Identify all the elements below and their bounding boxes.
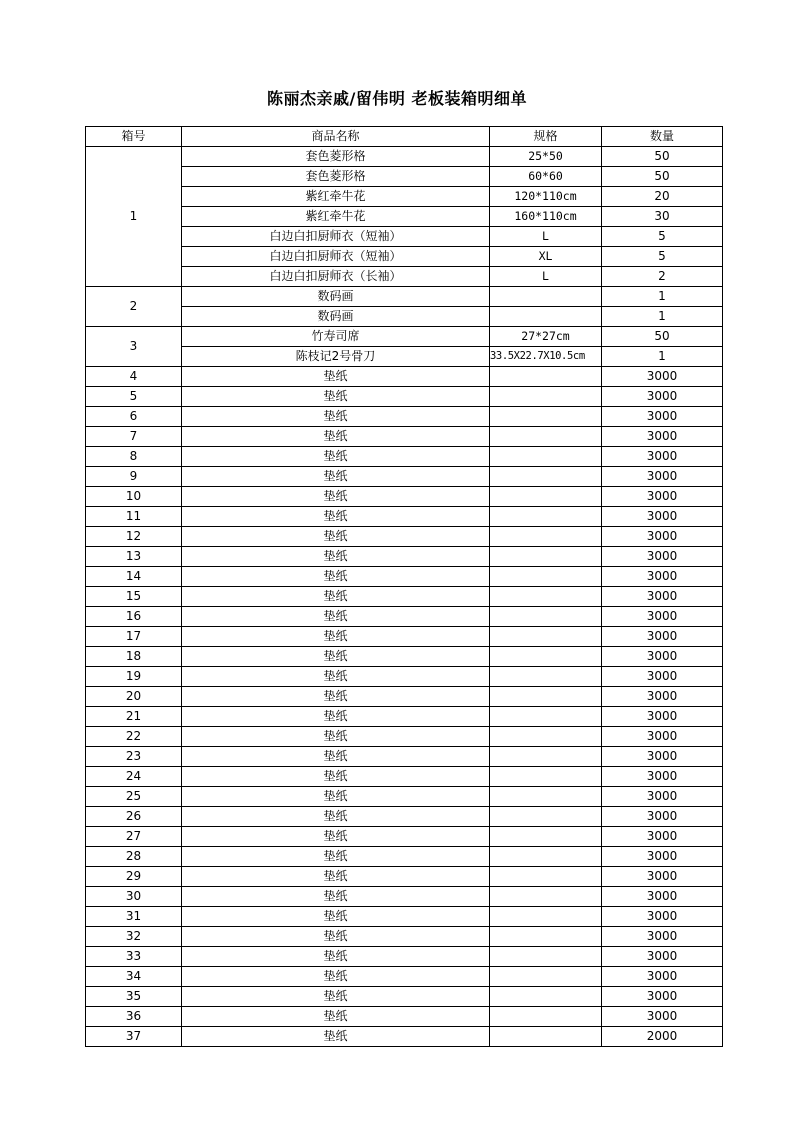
- box-number-cell: 17: [86, 627, 182, 647]
- spec-cell: [490, 447, 602, 467]
- product-name-cell: 数码画: [182, 287, 490, 307]
- table-row: [86, 587, 723, 607]
- table-row: [86, 347, 723, 367]
- product-name-cell: 套色菱形格: [182, 147, 490, 167]
- quantity-cell: 3000: [602, 747, 723, 767]
- spec-cell: 25*50: [490, 147, 602, 167]
- table-row: [86, 667, 723, 687]
- spec-cell: 27*27cm: [490, 327, 602, 347]
- box-number-cell: 10: [86, 487, 182, 507]
- box-number-cell: 2: [86, 287, 182, 327]
- table-row: [86, 967, 723, 987]
- table-row: [86, 707, 723, 727]
- quantity-cell: 3000: [602, 647, 723, 667]
- product-name-cell: 白边白扣厨师衣（短袖）: [182, 227, 490, 247]
- spec-cell: [490, 1007, 602, 1027]
- quantity-cell: 3000: [602, 567, 723, 587]
- quantity-cell: 50: [602, 147, 723, 167]
- table-row: [86, 527, 723, 547]
- product-name-cell: 垫纸: [182, 787, 490, 807]
- box-number-cell: 4: [86, 367, 182, 387]
- table-row: [86, 867, 723, 887]
- box-number-cell: 5: [86, 387, 182, 407]
- product-name-cell: 竹寿司席: [182, 327, 490, 347]
- spec-cell: [490, 627, 602, 647]
- quantity-cell: 3000: [602, 387, 723, 407]
- box-number-cell: 28: [86, 847, 182, 867]
- product-name-cell: 垫纸: [182, 367, 490, 387]
- spec-cell: [490, 887, 602, 907]
- product-name-cell: 垫纸: [182, 707, 490, 727]
- quantity-cell: 3000: [602, 527, 723, 547]
- product-name-cell: 垫纸: [182, 847, 490, 867]
- spec-cell: [490, 847, 602, 867]
- spec-cell: 33.5X22.7X10.5cm: [490, 347, 602, 367]
- table-row: [86, 767, 723, 787]
- quantity-cell: 3000: [602, 467, 723, 487]
- box-number-cell: 37: [86, 1027, 182, 1047]
- box-number-cell: 21: [86, 707, 182, 727]
- table-row: [86, 547, 723, 567]
- table-row: [86, 387, 723, 407]
- spec-cell: [490, 867, 602, 887]
- product-name-cell: 垫纸: [182, 387, 490, 407]
- product-name-cell: 数码画: [182, 307, 490, 327]
- quantity-cell: 2: [602, 267, 723, 287]
- spec-cell: [490, 547, 602, 567]
- spec-cell: XL: [490, 247, 602, 267]
- table-row: [86, 427, 723, 447]
- product-name-cell: 垫纸: [182, 1027, 490, 1047]
- box-number-cell: 35: [86, 987, 182, 1007]
- table-row: [86, 607, 723, 627]
- table-row: [86, 287, 723, 307]
- table-row: [86, 1007, 723, 1027]
- table-row: [86, 147, 723, 167]
- box-number-cell: 7: [86, 427, 182, 447]
- product-name-cell: 垫纸: [182, 767, 490, 787]
- box-number-cell: 3: [86, 327, 182, 367]
- table-row: [86, 247, 723, 267]
- quantity-cell: 3000: [602, 947, 723, 967]
- packing-list-table: [85, 126, 723, 1047]
- spec-cell: [490, 927, 602, 947]
- table-row: [86, 647, 723, 667]
- product-name-cell: 套色菱形格: [182, 167, 490, 187]
- spec-cell: [490, 507, 602, 527]
- product-name-cell: 垫纸: [182, 907, 490, 927]
- table-row: [86, 887, 723, 907]
- table-row: [86, 687, 723, 707]
- spec-cell: [490, 947, 602, 967]
- spec-cell: [490, 587, 602, 607]
- header-quantity: 数量: [602, 127, 723, 147]
- quantity-cell: 3000: [602, 1007, 723, 1027]
- quantity-cell: 3000: [602, 967, 723, 987]
- box-number-cell: 32: [86, 927, 182, 947]
- box-number-cell: 16: [86, 607, 182, 627]
- table-row: [86, 747, 723, 767]
- product-name-cell: 垫纸: [182, 1007, 490, 1027]
- quantity-cell: 3000: [602, 407, 723, 427]
- box-number-cell: 22: [86, 727, 182, 747]
- spec-cell: [490, 827, 602, 847]
- spec-cell: [490, 787, 602, 807]
- table-row: [86, 367, 723, 387]
- box-number-cell: 34: [86, 967, 182, 987]
- product-name-cell: 紫红牵牛花: [182, 207, 490, 227]
- box-number-cell: 31: [86, 907, 182, 927]
- box-number-cell: 1: [86, 147, 182, 287]
- spec-cell: [490, 527, 602, 547]
- box-number-cell: 33: [86, 947, 182, 967]
- product-name-cell: 垫纸: [182, 807, 490, 827]
- spec-cell: [490, 687, 602, 707]
- spec-cell: [490, 747, 602, 767]
- table-row: [86, 507, 723, 527]
- quantity-cell: 3000: [602, 827, 723, 847]
- spec-cell: [490, 387, 602, 407]
- table-row: [86, 227, 723, 247]
- table-row: [86, 307, 723, 327]
- spec-cell: [490, 667, 602, 687]
- table-row: [86, 927, 723, 947]
- quantity-cell: 3000: [602, 687, 723, 707]
- quantity-cell: 3000: [602, 767, 723, 787]
- quantity-cell: 3000: [602, 667, 723, 687]
- quantity-cell: 5: [602, 227, 723, 247]
- quantity-cell: 3000: [602, 627, 723, 647]
- quantity-cell: 1: [602, 347, 723, 367]
- table-row: [86, 807, 723, 827]
- quantity-cell: 3000: [602, 367, 723, 387]
- product-name-cell: 白边白扣厨师衣（短袖）: [182, 247, 490, 267]
- product-name-cell: 垫纸: [182, 447, 490, 467]
- product-name-cell: 垫纸: [182, 567, 490, 587]
- spec-cell: L: [490, 267, 602, 287]
- spec-cell: [490, 647, 602, 667]
- table-row: [86, 1027, 723, 1047]
- spec-cell: [490, 367, 602, 387]
- table-row: [86, 267, 723, 287]
- spec-cell: 160*110cm: [490, 207, 602, 227]
- box-number-cell: 13: [86, 547, 182, 567]
- product-name-cell: 垫纸: [182, 527, 490, 547]
- header-product-name: 商品名称: [182, 127, 490, 147]
- box-number-cell: 27: [86, 827, 182, 847]
- spec-cell: L: [490, 227, 602, 247]
- box-number-cell: 36: [86, 1007, 182, 1027]
- quantity-cell: 1: [602, 307, 723, 327]
- box-number-cell: 26: [86, 807, 182, 827]
- box-number-cell: 8: [86, 447, 182, 467]
- product-name-cell: 垫纸: [182, 687, 490, 707]
- product-name-cell: 垫纸: [182, 587, 490, 607]
- product-name-cell: 垫纸: [182, 427, 490, 447]
- box-number-cell: 15: [86, 587, 182, 607]
- product-name-cell: 白边白扣厨师衣（长袖）: [182, 267, 490, 287]
- product-name-cell: 垫纸: [182, 727, 490, 747]
- quantity-cell: 30: [602, 207, 723, 227]
- table-row: [86, 847, 723, 867]
- quantity-cell: 3000: [602, 907, 723, 927]
- table-row: [86, 467, 723, 487]
- quantity-cell: 3000: [602, 447, 723, 467]
- header-box-number: 箱号: [86, 127, 182, 147]
- table-row: [86, 907, 723, 927]
- product-name-cell: 垫纸: [182, 867, 490, 887]
- box-number-cell: 29: [86, 867, 182, 887]
- spec-cell: [490, 727, 602, 747]
- box-number-cell: 6: [86, 407, 182, 427]
- box-number-cell: 30: [86, 887, 182, 907]
- box-number-cell: 20: [86, 687, 182, 707]
- table-header-row: [86, 127, 723, 147]
- spec-cell: [490, 807, 602, 827]
- quantity-cell: 3000: [602, 507, 723, 527]
- box-number-cell: 19: [86, 667, 182, 687]
- spec-cell: [490, 767, 602, 787]
- spec-cell: [490, 567, 602, 587]
- quantity-cell: 2000: [602, 1027, 723, 1047]
- table-body: [86, 147, 723, 1047]
- table-row: [86, 567, 723, 587]
- quantity-cell: 3000: [602, 727, 723, 747]
- spec-cell: [490, 427, 602, 447]
- product-name-cell: 垫纸: [182, 407, 490, 427]
- document-title: 陈丽杰亲戚/留伟明 老板装箱明细单: [267, 89, 527, 108]
- table-row: [86, 207, 723, 227]
- box-number-cell: 14: [86, 567, 182, 587]
- quantity-cell: 3000: [602, 787, 723, 807]
- spec-cell: [490, 1027, 602, 1047]
- table-row: [86, 627, 723, 647]
- quantity-cell: 5: [602, 247, 723, 267]
- spec-cell: [490, 407, 602, 427]
- product-name-cell: 垫纸: [182, 607, 490, 627]
- spec-cell: [490, 487, 602, 507]
- spec-cell: [490, 607, 602, 627]
- product-name-cell: 垫纸: [182, 627, 490, 647]
- table-row: [86, 187, 723, 207]
- product-name-cell: 陈枝记2号骨刀: [182, 347, 490, 367]
- quantity-cell: 50: [602, 327, 723, 347]
- spec-cell: [490, 307, 602, 327]
- spec-cell: [490, 707, 602, 727]
- quantity-cell: 3000: [602, 887, 723, 907]
- spec-cell: [490, 987, 602, 1007]
- quantity-cell: 50: [602, 167, 723, 187]
- quantity-cell: 3000: [602, 927, 723, 947]
- box-number-cell: 18: [86, 647, 182, 667]
- table-row: [86, 487, 723, 507]
- table-row: [86, 987, 723, 1007]
- box-number-cell: 24: [86, 767, 182, 787]
- product-name-cell: 紫红牵牛花: [182, 187, 490, 207]
- box-number-cell: 11: [86, 507, 182, 527]
- product-name-cell: 垫纸: [182, 827, 490, 847]
- quantity-cell: 3000: [602, 487, 723, 507]
- product-name-cell: 垫纸: [182, 667, 490, 687]
- box-number-cell: 25: [86, 787, 182, 807]
- table-row: [86, 727, 723, 747]
- table-row: [86, 947, 723, 967]
- product-name-cell: 垫纸: [182, 887, 490, 907]
- product-name-cell: 垫纸: [182, 647, 490, 667]
- table-row: [86, 167, 723, 187]
- product-name-cell: 垫纸: [182, 487, 490, 507]
- quantity-cell: 1: [602, 287, 723, 307]
- quantity-cell: 3000: [602, 987, 723, 1007]
- table-row: [86, 327, 723, 347]
- spec-cell: [490, 967, 602, 987]
- quantity-cell: 3000: [602, 607, 723, 627]
- spec-cell: [490, 287, 602, 307]
- table-row: [86, 827, 723, 847]
- quantity-cell: 3000: [602, 807, 723, 827]
- quantity-cell: 3000: [602, 427, 723, 447]
- header-spec: 规格: [490, 127, 602, 147]
- product-name-cell: 垫纸: [182, 987, 490, 1007]
- product-name-cell: 垫纸: [182, 467, 490, 487]
- spec-cell: [490, 467, 602, 487]
- spec-cell: [490, 907, 602, 927]
- product-name-cell: 垫纸: [182, 507, 490, 527]
- quantity-cell: 3000: [602, 547, 723, 567]
- table-row: [86, 407, 723, 427]
- quantity-cell: 3000: [602, 867, 723, 887]
- spec-cell: 60*60: [490, 167, 602, 187]
- box-number-cell: 23: [86, 747, 182, 767]
- product-name-cell: 垫纸: [182, 967, 490, 987]
- quantity-cell: 3000: [602, 587, 723, 607]
- table-row: [86, 447, 723, 467]
- quantity-cell: 3000: [602, 847, 723, 867]
- quantity-cell: 3000: [602, 707, 723, 727]
- product-name-cell: 垫纸: [182, 547, 490, 567]
- product-name-cell: 垫纸: [182, 927, 490, 947]
- quantity-cell: 20: [602, 187, 723, 207]
- product-name-cell: 垫纸: [182, 747, 490, 767]
- spec-cell: 120*110cm: [490, 187, 602, 207]
- box-number-cell: 9: [86, 467, 182, 487]
- table-row: [86, 787, 723, 807]
- box-number-cell: 12: [86, 527, 182, 547]
- product-name-cell: 垫纸: [182, 947, 490, 967]
